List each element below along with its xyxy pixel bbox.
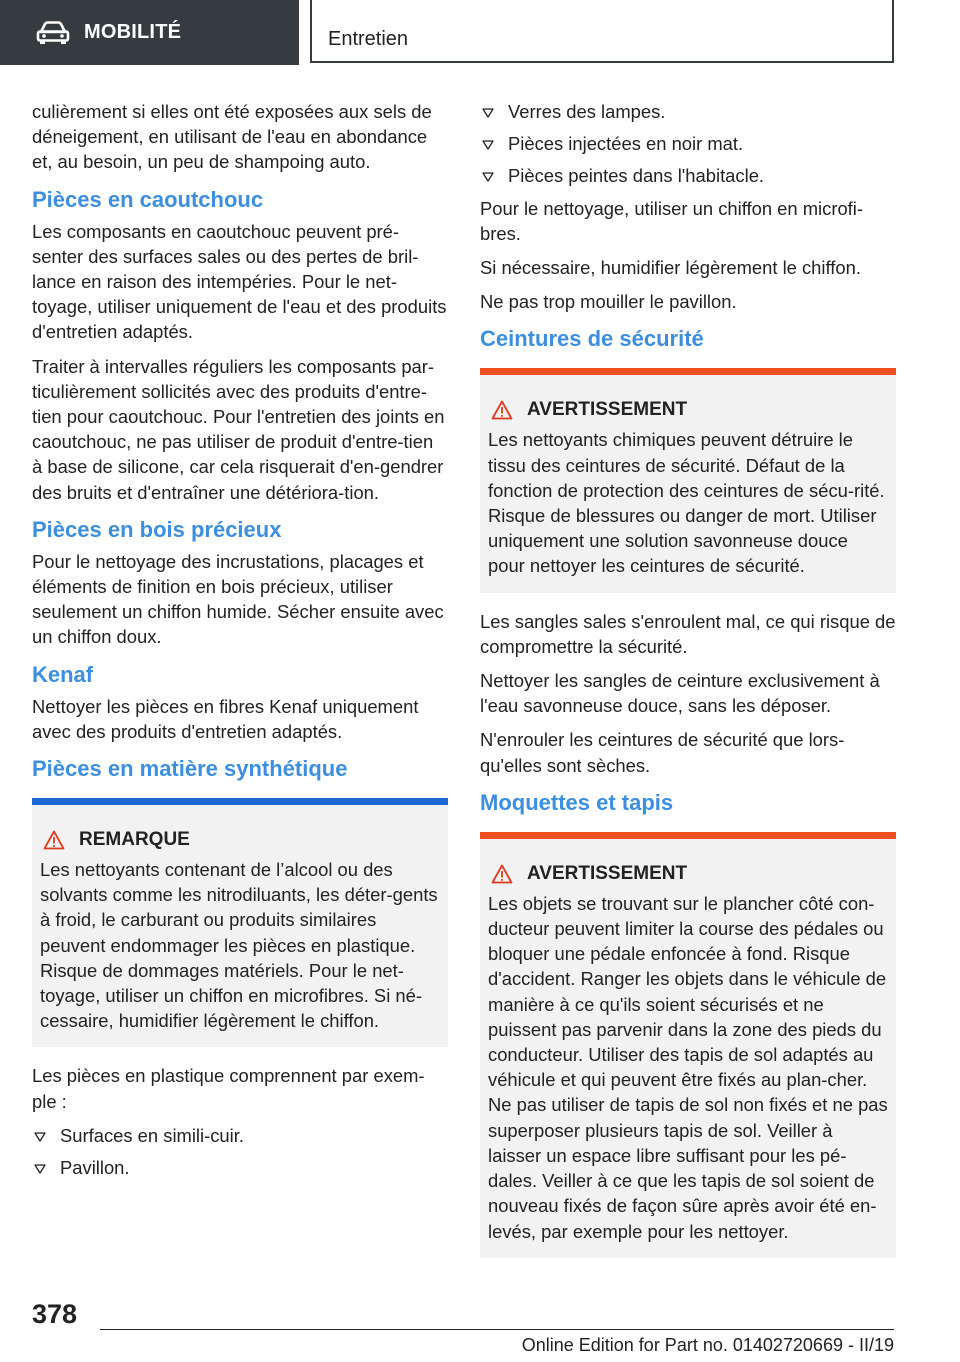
footer-divider xyxy=(100,1329,894,1330)
kenaf-heading: Kenaf xyxy=(32,661,94,687)
list-item xyxy=(480,99,896,124)
cleaning-paragraph-3: Ne pas trop mouiller le pavillon. xyxy=(480,291,737,313)
rubber-paragraph-1: Les composants en caoutchouc peuvent pré‐senter des surfaces sales ou des pertes de bril‐lance en raison des intempéries. Pour le net‐toyage, utiliser uniquement de l'eau et des produits d'entretien adaptés. xyxy=(32,220,447,343)
list-item-text: Surfaces en simili-cuir. xyxy=(60,1124,244,1146)
triangle-bullet-icon xyxy=(482,140,494,150)
triangle-bullet-icon xyxy=(34,1132,46,1142)
warning-title: AVERTISSEMENT xyxy=(527,399,688,421)
triangle-bullet-icon xyxy=(482,172,494,182)
intro-paragraph: culièrement si elles ont été exposées aux sels de déneigement, en utilisant de l'eau en abondance et, au besoin, un peu de shampoing auto. xyxy=(32,101,432,173)
carpets-warning xyxy=(480,832,896,1258)
belts-paragraph-3: N'enrouler les ceintures de sécurité que lors‐qu'elles sont sèches. xyxy=(480,729,845,776)
list-item-text: Verres des lampes. xyxy=(508,101,666,122)
list-item-text: Pièces injectées en noir mat. xyxy=(508,133,744,155)
warning-title: AVERTISSEMENT xyxy=(527,862,688,884)
warning-header xyxy=(488,399,888,421)
synthetic-heading: Pièces en matière synthétique xyxy=(32,756,348,782)
chapter-title: Entretien xyxy=(328,28,409,50)
belts-paragraph-1: Les sangles sales s'enroulent mal, ce qui risque de compromettre la sécurité. xyxy=(480,610,896,657)
cleaning-paragraph-2: Si nécessaire, humidifier légèrement le chiffon. xyxy=(480,257,861,279)
list-item-text: Pièces peintes dans l'habitacle. xyxy=(508,165,765,187)
car-icon xyxy=(36,21,70,45)
triangle-bullet-icon xyxy=(482,108,494,118)
warning-triangle-icon xyxy=(491,864,513,884)
list-item xyxy=(32,1123,448,1148)
list-item xyxy=(480,163,896,188)
warning-header xyxy=(488,863,888,885)
warning-triangle-icon xyxy=(491,400,513,420)
plastic-parts-list xyxy=(480,99,896,189)
right-column xyxy=(480,99,896,1274)
synthetic-list xyxy=(32,1123,448,1180)
page-number: 378 xyxy=(32,1299,78,1329)
rubber-heading: Pièces en caoutchouc xyxy=(32,186,264,212)
edition-note: Online Edition for Part no. 01402720669 - II/19 xyxy=(521,1335,894,1355)
belts-paragraph-2: Nettoyer les sangles de ceinture exclusivement à l'eau savonneuse douce, sans les déposer. xyxy=(480,670,880,717)
belts-heading: Ceintures de sécurité xyxy=(480,326,704,352)
wood-paragraph: Pour le nettoyage des incrustations, placages et éléments de finition en bois précieux, utiliser seulement un chiffon humide. Sécher ensuite avec un chiffon doux. xyxy=(32,550,444,648)
chapter-header xyxy=(310,0,894,63)
wood-heading: Pièces en bois précieux xyxy=(32,516,282,542)
kenaf-paragraph: Nettoyer les pièces en fibres Kenaf uniquement avec des produits d'entretien adaptés. xyxy=(32,695,419,742)
notice-header xyxy=(40,829,440,851)
list-item xyxy=(480,131,896,156)
section-title: MOBILITÉ xyxy=(84,21,182,43)
triangle-bullet-icon xyxy=(34,1164,46,1174)
synthetic-paragraph: Les pièces en plastique comprennent par exem‐ple : xyxy=(32,1065,425,1112)
notice-title: REMARQUE xyxy=(79,829,190,851)
warning-triangle-icon xyxy=(43,830,65,850)
list-item-text: Pavillon. xyxy=(60,1157,130,1179)
carpets-heading: Moquettes et tapis xyxy=(480,789,674,815)
header-section-tab xyxy=(0,0,299,65)
rubber-paragraph-2: Traiter à intervalles réguliers les composants par‐ticulièrement sollicités avec des produits d'entre‐tien pour caoutchouc. Pour l'entretien des joints en caoutchouc, ne pas utiliser de produit d'entre‐tien à base de silicone, car cela risquerait d'en‐gendrer des bruits et d'entraîner une détériora‐tion. xyxy=(32,355,445,503)
notice-text: Les nettoyants contenant de l’alcool ou des solvants comme les nitrodiluants, les déter‐gents à froid, le carburant ou produits similaires peuvent endommager les pièces en plastique. Risque de dommages matériels. Pour le net‐toyage, utiliser un chiffon en microfibres. Si né‐cessaire, humidifier légèrement le chiffon. xyxy=(40,859,438,1032)
remark-notice xyxy=(32,798,448,1047)
warning-text: Les objets se trouvant sur le plancher côté con‐ducteur peuvent limiter la course des pédales ou bloquer une pédale enfoncée à fond. Risque d'accident. Ranger les objets dans le véhicule de manière à ce qu'ils soient sécurisés et ne puissent pas parvenir dans la zone des pieds du conducteur. Utiliser des tapis de sol adaptés au véhicule et qui peuvent être fixés au plan‐cher. Ne pas utiliser de tapis de sol non fixés et ne pas superposer plusieurs tapis de sol. Veiller à laisser un espace libre suffisant pour les pé‐dales. Veiller à ce que les tapis de sol soient de nouveau fixés de façon sûre après avoir été en‐levés, par exemple pour les nettoyer. xyxy=(488,892,888,1242)
cleaning-paragraph-1: Pour le nettoyage, utiliser un chiffon en microfi‐bres. xyxy=(480,197,863,244)
warning-text: Les nettoyants chimiques peuvent détruire le tissu des ceintures de sécurité. Défaut de la fonction de protection des ceintures de sécu‐rité. Risque de blessures ou danger de mort. Utiliser uniquement une solution savonneuse douce pour nettoyer les ceintures de sécurité. xyxy=(488,429,885,577)
left-column xyxy=(32,99,448,1187)
list-item xyxy=(32,1155,448,1180)
belts-warning xyxy=(480,368,896,592)
